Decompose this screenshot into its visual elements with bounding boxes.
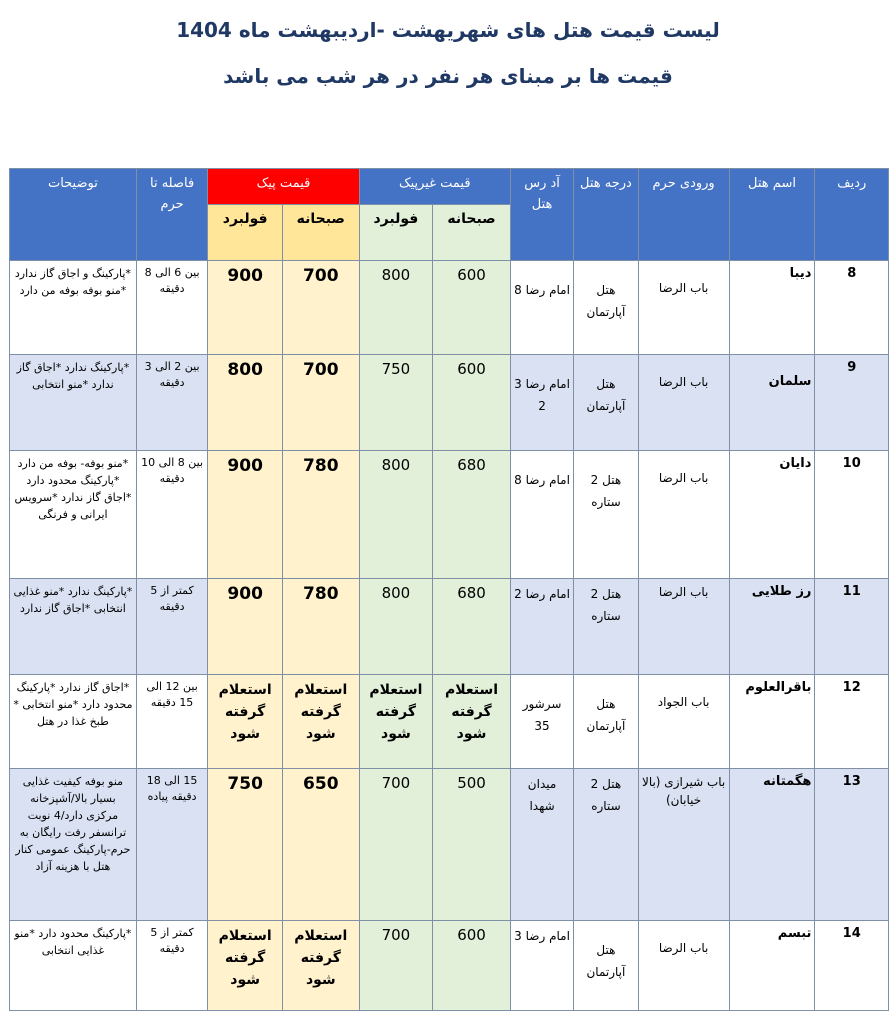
row-number: 11 [815,579,889,675]
distance-to-haram: 15 الی 18 دقیقه پیاده [136,769,208,921]
peak-full-board-price: 900 [208,451,283,579]
hotel-grade: هتل آپارتمان [574,921,638,1011]
header-peak: قیمت پیک [208,169,359,205]
peak-full-board-price: 900 [208,579,283,675]
hotel-address: امام رضا 8 [510,261,573,355]
peak-full-board-price: 750 [208,769,283,921]
haram-entrance: باب الرضا [638,261,729,355]
header-off-breakfast: صبحانه [433,205,511,261]
hotel-address: امام رضا 2 [510,579,573,675]
hotel-grade: هتل آپارتمان [574,261,638,355]
hotel-notes: *پارکینگ ندارد *اجاق گاز ندارد *منو انتخابی [10,355,137,451]
off-peak-full-board-price: 800 [359,451,433,579]
header-peak-full-board: فولبرد [208,205,283,261]
peak-full-board-price: استعلام گرفته شود [208,675,283,769]
peak-breakfast-price: 700 [282,261,359,355]
hotel-notes: *اجاق گاز ندارد *پارکینگ محدود دارد *منو انتخابی * طبخ غذا در هتل [10,675,137,769]
off-peak-full-board-price: 800 [359,261,433,355]
haram-entrance: باب الرضا [638,579,729,675]
hotel-name: هگمتانه [729,769,815,921]
hotel-notes: منو بوفه کیفیت غذایی بسیار بالا/آشپزخانه مرکزی دارد/4 نوبت ترانسفر رفت رایگان به حرم-پارکینگ عمومی کنار هتل با هزینه آزاد [10,769,137,921]
header-peak-breakfast: صبحانه [282,205,359,261]
hotel-address: امام رضا 3 2 [510,355,573,451]
peak-breakfast-price: استعلام گرفته شود [282,921,359,1011]
header-notes: توضیحات [10,169,137,261]
haram-entrance: باب الجواد [638,675,729,769]
peak-breakfast-price: استعلام گرفته شود [282,675,359,769]
row-number: 9 [815,355,889,451]
hotel-address: امام رضا 8 [510,451,573,579]
distance-to-haram: کمتر از 5 دقیقه [136,921,208,1011]
table-row [10,579,889,675]
hotel-grade: هتل آپارتمان [574,355,638,451]
price-table-wrapper [9,168,889,1011]
off-peak-breakfast-price: 680 [433,451,511,579]
off-peak-full-board-price: استعلام گرفته شود [359,675,433,769]
off-peak-full-board-price: 750 [359,355,433,451]
hotel-name: سلمان [729,355,815,451]
distance-to-haram: بین 8 الی 10 دقیقه [136,451,208,579]
header-distance: فاصله تا حرم [136,169,208,261]
hotel-address: سرشور 35 [510,675,573,769]
hotel-name: باقرالعلوم [729,675,815,769]
distance-to-haram: کمتر از 5 دقیقه [136,579,208,675]
hotel-grade: هتل 2 ستاره [574,769,638,921]
haram-entrance: باب الرضا [638,921,729,1011]
table-row [10,921,889,1011]
hotel-notes: *پارکینگ و اجاق گاز ندارد *منو بوفه بوفه من دارد [10,261,137,355]
off-peak-full-board-price: 700 [359,921,433,1011]
hotel-grade: هتل آپارتمان [574,675,638,769]
off-peak-breakfast-price: 600 [433,921,511,1011]
header-row [10,169,889,205]
off-peak-breakfast-price: 600 [433,261,511,355]
peak-breakfast-price: 780 [282,579,359,675]
off-peak-full-board-price: 800 [359,579,433,675]
table-row [10,355,889,451]
hotel-name: رز طلایی [729,579,815,675]
haram-entrance: باب شیرازی (بالا خیابان) [638,769,729,921]
off-peak-breakfast-price: 600 [433,355,511,451]
distance-to-haram: بین 6 الی 8 دقیقه [136,261,208,355]
off-peak-full-board-price: 700 [359,769,433,921]
document-subtitle: قیمت ها بر مبنای هر نفر در هر شب می باشد [223,64,673,88]
hotel-notes: *منو بوفه- بوفه من دارد *پارکینگ محدود دارد *اجاق گاز ندارد *سرویس ایرانی و فرنگی [10,451,137,579]
row-number: 13 [815,769,889,921]
hotel-price-table [9,168,889,1011]
row-number: 12 [815,675,889,769]
table-row [10,261,889,355]
header-row-no: ردیف [815,169,889,261]
distance-to-haram: بین 2 الی 3 دقیقه [136,355,208,451]
peak-full-board-price: 800 [208,355,283,451]
table-row [10,675,889,769]
hotel-grade: هتل 2 ستاره [574,579,638,675]
distance-to-haram: بین 12 الی 15 دقیقه [136,675,208,769]
row-number: 14 [815,921,889,1011]
hotel-address: امام رضا 3 [510,921,573,1011]
hotel-notes: *پارکینگ محدود دارد *منو غذایی انتخابی [10,921,137,1011]
row-number: 10 [815,451,889,579]
peak-breakfast-price: 650 [282,769,359,921]
header-address: آد رس هتل [510,169,573,261]
header-off-full-board: فولبرد [359,205,433,261]
hotel-grade: هتل 2 ستاره [574,451,638,579]
header-off-peak: قیمت غیرپیک [359,169,510,205]
peak-breakfast-price: 700 [282,355,359,451]
hotel-name: دیبا [729,261,815,355]
header-hotel-name: اسم هتل [729,169,815,261]
haram-entrance: باب الرضا [638,355,729,451]
off-peak-breakfast-price: استعلام گرفته شود [433,675,511,769]
table-row [10,451,889,579]
header-hotel-grade: درجه هتل [574,169,638,261]
hotel-notes: *پارکینگ ندارد *منو غذایی انتخابی *اجاق گاز ندارد [10,579,137,675]
row-number: 8 [815,261,889,355]
peak-full-board-price: استعلام گرفته شود [208,921,283,1011]
document-title: لیست قیمت هتل های شهریهشت -اردیبهشت ماه 1404 [176,18,720,42]
hotel-address: میدان شهدا [510,769,573,921]
header-haram-entrance: ورودی حرم [638,169,729,261]
peak-full-board-price: 900 [208,261,283,355]
off-peak-breakfast-price: 680 [433,579,511,675]
off-peak-breakfast-price: 500 [433,769,511,921]
hotel-name: دایان [729,451,815,579]
haram-entrance: باب الرضا [638,451,729,579]
hotel-name: تبسم [729,921,815,1011]
peak-breakfast-price: 780 [282,451,359,579]
table-row [10,769,889,921]
